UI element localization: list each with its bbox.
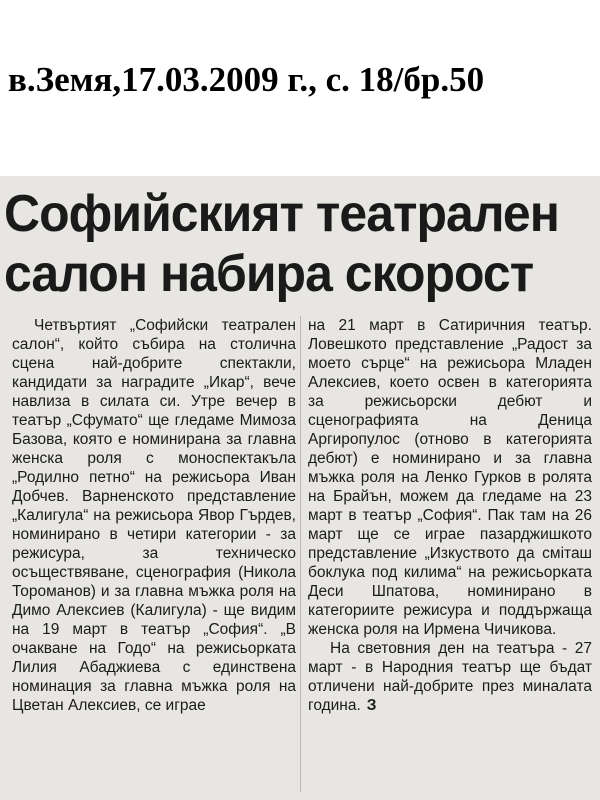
- column-divider: [300, 316, 301, 792]
- article-column-left: [12, 316, 296, 715]
- source-line: в.Земя,17.03.2009 г., с. 18/бр.50: [8, 60, 485, 99]
- article-paragraph: на 21 март в Сатиричния театър. Ловешкото представление „Радост за моето сърце“ на режисьора Младен Алексиев, което освен в категорията за режисьорски дебют и сценографията на Деница Аргиропулос (отново в категорията дебют) е номинирано и за главна мъжка роля на Ленко Гурков в ролята на Брайън, можем да гледаме на 23 март в театър „София“. Пак там на 26 март ще се играе пазарджишкото представление „Изкуството да сміташ боклука под килима“ на режисьорката Деси Шпатова, номинирано в категориите режисура и поддържаща женска роля на Ирмена Чичикова.: [308, 317, 592, 638]
- article-column-right: [308, 316, 592, 715]
- author-signature: З: [366, 697, 377, 714]
- headline: Софийският театрален салон набира скорост: [4, 185, 559, 303]
- newspaper-clipping: [0, 176, 600, 800]
- article-paragraph: [308, 639, 592, 715]
- closing-paragraph-text: На световния ден на театъра - 27 март - в Народния театър ще бъдат отличени най-добрите през миналата година.: [308, 640, 592, 714]
- article-paragraph: Четвъртият „Софийски театрален салон“, който събира на столична сцена най-добрите спектакли, кандидати за наградите „Икар“, вече навлиза в силата си. Утре вечер в театър „Сфумато“ ще гледаме Мимоза Базова, която е номинирана за главна женска роля с моноспектакъла „Родилно петно“ на режисьора Иван Добчев. Варненското представление „Калигула“ на режисьора Явор Гърдев, номинирано в четири категории - за режисура, за техническо осъществяване, сценография (Никола Тороманов) и за главна мъжка роля на Димо Алексиев (Калигула) - ще видим на 19 март в театър „София“. „В очакване на Годо“ на режисьорката Лилия Абаджиева с единствена номинация за главна мъжка роля на Цветан Алексиев, се играе: [12, 317, 296, 714]
